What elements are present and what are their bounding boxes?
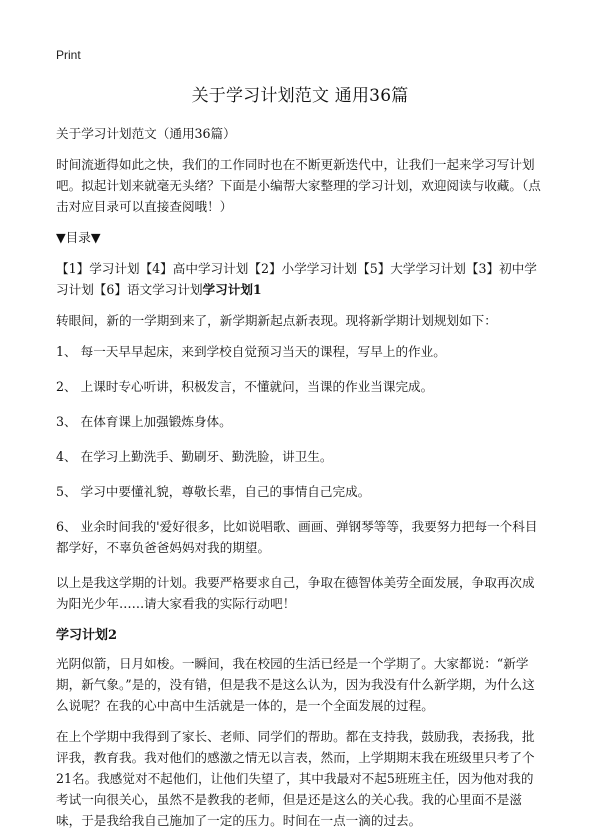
table-of-contents	[56, 258, 544, 300]
section-2-paragraph-1: 光阴似箭，日月如梭。一瞬间，我在校园的生活已经是一个学期了。大家都说：“新学期，新气象。”是的，没有错，但是我不是这么认为，因为我没有什么新学期，为什么这么说呢？在我的心中高中生活就是一体的，是一个全面发展的过程。	[56, 656, 535, 713]
plan-item-4: 4、 在学习上勤洗手、勤刷牙、勤洗脸，讲卫生。	[56, 449, 333, 464]
intro-paragraph: 时间流逝得如此之快，我们的工作同时也在不断更新迭代中，让我们一起来学习写计划吧。拟起计划来就毫无头绪？下面是小编帮大家整理的学习计划，欢迎阅读与收藏。（点击对应目录可以直接查阅哦！）	[56, 157, 541, 214]
document-subtitle: 关于学习计划范文（通用36篇）	[56, 126, 236, 141]
toc-link-1[interactable]: 【1】学习计划	[56, 261, 140, 276]
plan-item-1: 1、 每一天早早起床，来到学校自觉预习当天的课程，写早上的作业。	[56, 344, 446, 359]
toc-link-4[interactable]: 【4】高中学习计划	[139, 261, 249, 276]
toc-heading: ▼目录▼	[56, 230, 101, 245]
section-1-intro: 转眼间，新的一学期到来了，新学期新起点新表现。现将新学期计划规划如下：	[56, 313, 497, 328]
plan-item-5: 5、 学习中要懂礼貌，尊敬长辈，自己的事情自己完成。	[56, 484, 371, 499]
section-1-heading: 学习计划1	[202, 282, 262, 297]
print-link[interactable]: Print	[56, 48, 81, 62]
section-2-paragraph-2: 在上个学期中我得到了家长、老师、同学们的帮助。都在支持我，鼓励我，表扬我，批评我，教育我。我对他们的感激之情无以言表，然而，上学期期末我在班级里只考了个21名。我感觉对不起他们，让他们失望了，其中我最对不起5班班主任，因为他对我的考试一向很关心，虽然不是教我的老师，但是还是这么的关心我。我的心里面不是滋味，于是我给我自己施加了一定的压力。时间在一点一滴的过去。	[56, 729, 535, 828]
toc-link-2[interactable]: 【2】小学学习计划	[248, 261, 358, 276]
toc-link-3[interactable]: 【3】初中学习计划	[56, 261, 537, 297]
section-2-heading: 学习计划2	[56, 628, 118, 643]
toc-link-5[interactable]: 【5】大学学习计划	[357, 261, 466, 276]
section-1-closing: 以上是我这学期的计划。我要严格要求自己，争取在德智体美劳全面发展，争取再次成为阳光少年……请大家看我的实际行动吧！	[56, 575, 535, 611]
plan-item-6: 6、 业余时间我的'爱好很多，比如说唱歌、画画、弹钢琴等等，我要努力把每一个科目都学好，不辜负爸爸妈妈对我的期望。	[56, 519, 538, 555]
plan-item-2: 2、 上课时专心听讲，积极发言，不懂就问，当课的作业当课完成。	[56, 379, 434, 394]
plan-item-3: 3、 在体育课上加强锻炼身体。	[56, 414, 232, 429]
page-title: 关于学习计划范文 通用36篇	[191, 86, 409, 106]
toc-link-6[interactable]: 【6】语文学习计划	[93, 282, 203, 297]
